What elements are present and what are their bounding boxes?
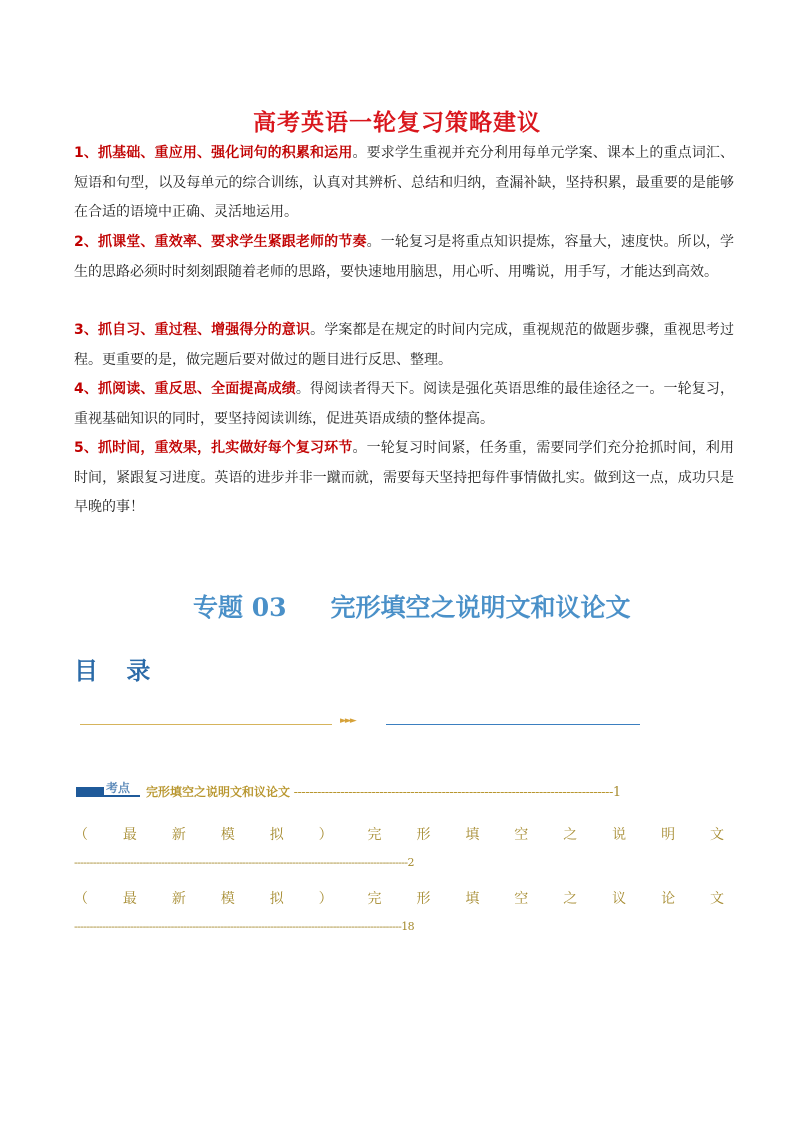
- strategy-paragraph-1: [74, 139, 734, 228]
- toc-entry-2-char: 形: [416, 827, 431, 843]
- toc-entry-2-char: 拟: [269, 827, 284, 843]
- toc-entry-3-char: （: [74, 891, 88, 907]
- toc-entry-3-leader[interactable]: ---------------------------------------------------------------------------------------------------------18: [74, 920, 415, 933]
- toc-entry-1[interactable]: [74, 783, 724, 800]
- toc-entry-2-char: （: [74, 827, 88, 843]
- strategy-lead-5: 5、抓时间，重效果，扎实做好每个复习环节: [74, 440, 353, 456]
- strategy-paragraph-3: [74, 316, 734, 375]
- divider-right-line: [386, 724, 640, 725]
- toc-entry-3-char: 形: [416, 891, 431, 907]
- toc-entry-3-char: 完: [367, 891, 382, 907]
- strategy-lead-1: 1、抓基础、重应用、强化词句的积累和运用: [74, 145, 353, 161]
- toc-entry-3-char: 新: [171, 891, 186, 907]
- strategy-lead-4: 4、抓阅读、重反思、全面提高成绩: [74, 381, 296, 397]
- toc-entry-1-page: 1: [612, 785, 622, 800]
- toc-entry-2-leader[interactable]: -----------------------------------------------------------------------------------------------------------2: [74, 856, 414, 869]
- topic-name: 完形填空之说明文和议论文: [330, 593, 631, 622]
- topic-title: [193, 588, 631, 624]
- toc-divider: [80, 716, 640, 730]
- toc-entry-2-char: 文: [709, 827, 724, 843]
- toc-entry-1-title: 完形填空之说明文和议论文: [146, 785, 291, 799]
- divider-left-line: [80, 724, 332, 725]
- toc-entry-3-char: 论: [661, 891, 676, 907]
- toc-entry-2-char: 明: [661, 827, 676, 843]
- toc-entry-3-char: ）: [318, 891, 333, 907]
- strategy-lead-2: 2、抓课堂、重效率、要求学生紧跟老师的节奏: [74, 234, 367, 250]
- toc-entry-1-leader: ----------------------------------------------------------------------------------: [290, 785, 613, 800]
- strategy-paragraph-2: [74, 228, 734, 287]
- badge-label: 考点: [106, 781, 131, 795]
- toc-entry-2-char: 新: [171, 827, 186, 843]
- toc-entry-2-char: 之: [563, 827, 578, 843]
- toc-entry-3-page: 18: [401, 920, 415, 933]
- toc-entry-3-char: 议: [612, 891, 627, 907]
- toc-entry-3-char: 拟: [269, 891, 284, 907]
- strategy-body-3: 。学案都是在规定的时间内完成，重视规范的做题步骤，重视思考过程。更重要的是，做完题后要对做过的题目进行反思、整理。: [74, 322, 735, 368]
- toc-entry-3-char: 之: [563, 891, 578, 907]
- toc-entry-3-char: 空: [514, 891, 529, 907]
- strategy-body-2: 。一轮复习是将重点知识提炼，容量大，速度快。所以，学生的思路必须时时刻刻跟随着老师的思路，要快速地用脑思，用心听、用嘴说，用手写，才能达到高效。: [74, 234, 734, 280]
- strategy-body-1: 。要求学生重视并充分利用每单元学案、课本上的重点词汇、短语和句型，以及每单元的综合训练，认真对其辨析、总结和归纳，查漏补缺，坚持积累，最重要的是能够在合适的语境中正确、灵活地运用。: [74, 145, 734, 220]
- toc-entry-2-char: 模: [220, 827, 235, 843]
- divider-arrows-icon: ►►►: [340, 716, 355, 726]
- toc-entry-2-char: 完: [367, 827, 382, 843]
- toc-entry-3-char: 填: [465, 891, 480, 907]
- toc-entry-2-char: ）: [318, 827, 333, 843]
- strategy-lead-3: 3、抓自习、重过程、增强得分的意识: [74, 322, 311, 338]
- strategy-body-5: 。一轮复习时间紧，任务重，需要同学们充分抢抓时间，利用时间，紧跟复习进度。英语的进步并非一蹴而就，需要每天坚持把每件事情做扎实。做到这一点，成功只是早晚的事！: [74, 440, 734, 515]
- toc-entry-3-char: 模: [220, 891, 235, 907]
- strategy-paragraph-5: [74, 434, 734, 523]
- toc-entry-2-char: 最: [122, 827, 137, 843]
- toc-entry-2-char: 填: [465, 827, 480, 843]
- toc-entry-3-char: 最: [122, 891, 137, 907]
- toc-entry-2-char: 说: [612, 827, 627, 843]
- strategy-body-4: 。得阅读者得天下。阅读是强化英语思维的最佳途径之一。一轮复习，重视基础知识的同时，要坚持阅读训练，促进英语成绩的整体提高。: [74, 381, 734, 427]
- page-title: 高考英语一轮复习策略建议: [253, 110, 541, 136]
- topic-number: 专题 03: [193, 593, 287, 622]
- strategy-paragraph-4: [74, 375, 734, 434]
- toc-entry-3[interactable]: [74, 888, 724, 908]
- toc-entry-3-char: 文: [709, 891, 724, 907]
- toc-heading: 目 录: [74, 657, 161, 685]
- toc-entry-2[interactable]: [74, 824, 724, 844]
- toc-entry-2-page: 2: [407, 856, 414, 869]
- toc-entry-2-char: 空: [514, 827, 529, 843]
